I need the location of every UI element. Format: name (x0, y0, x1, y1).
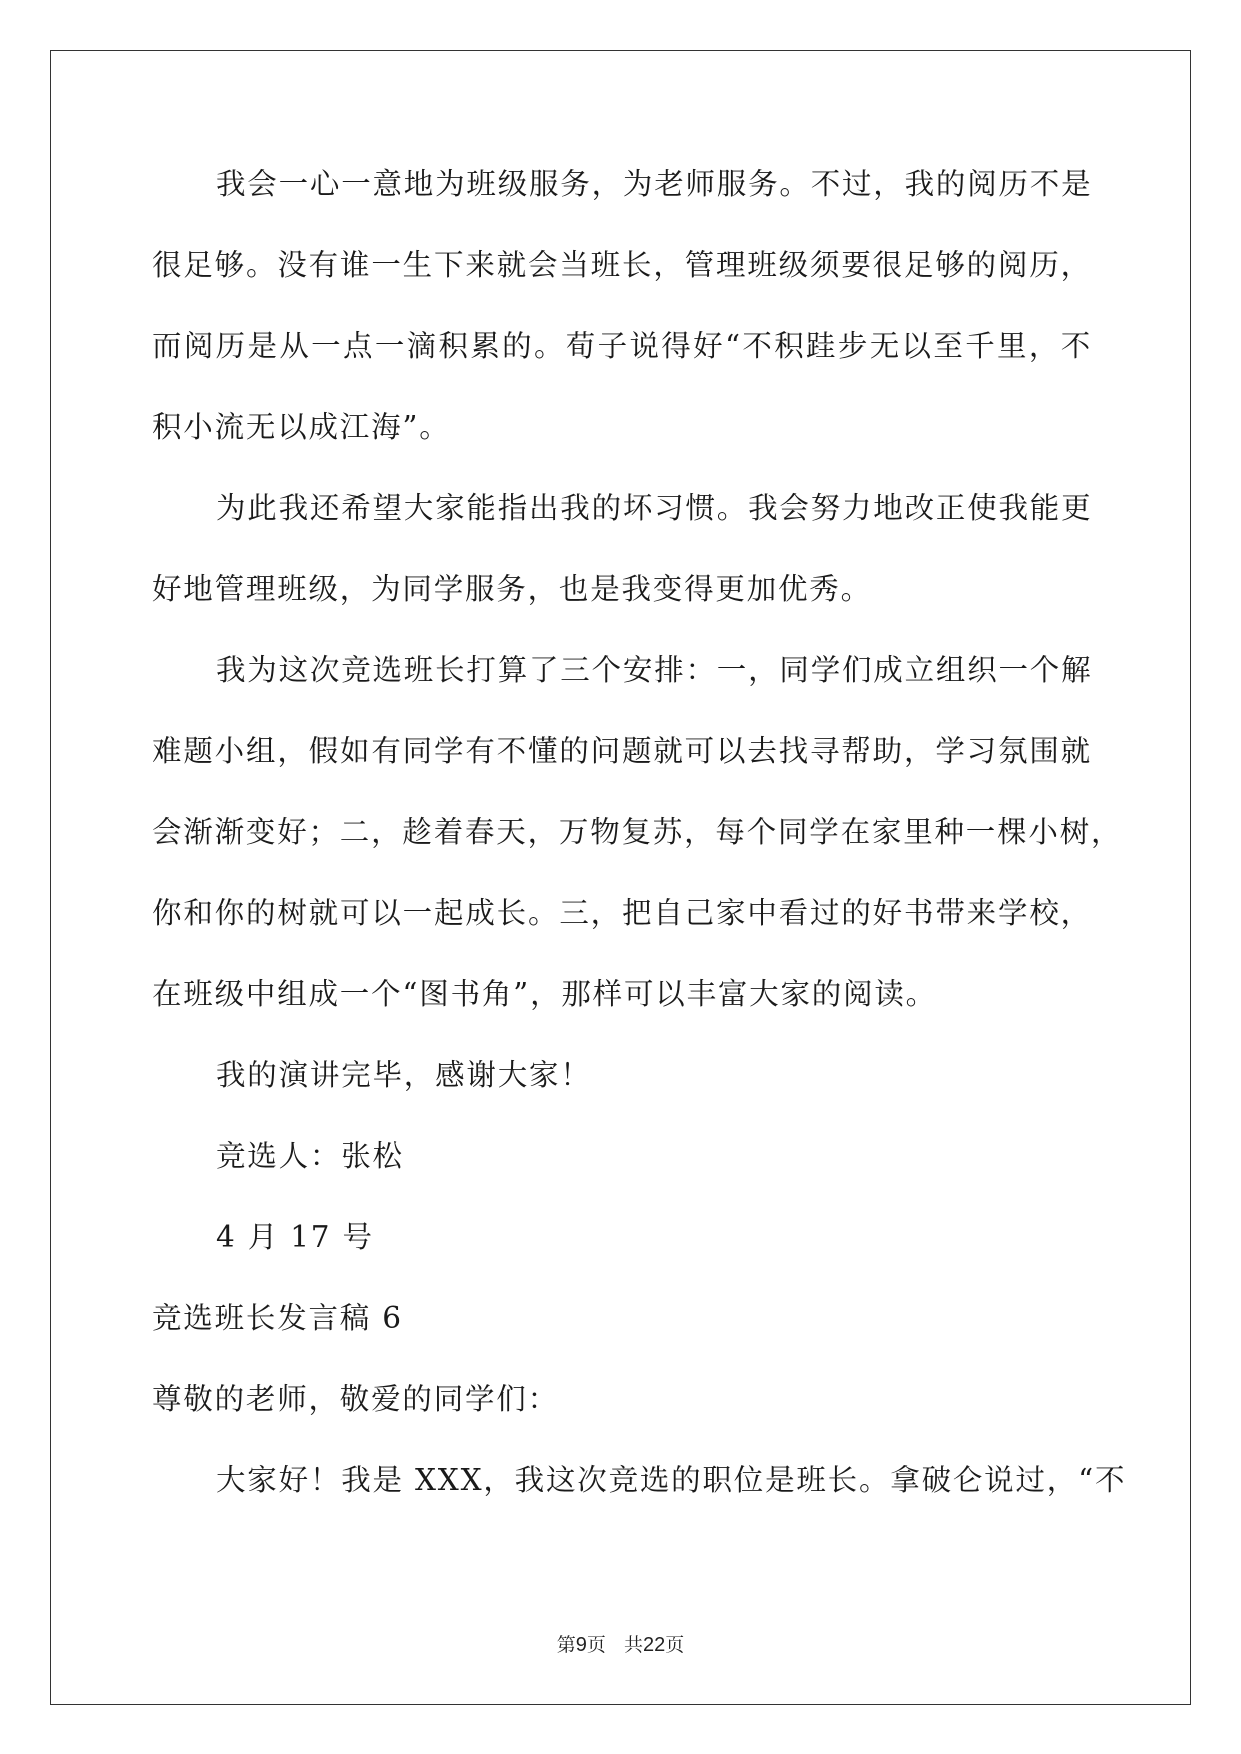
paragraph-line: 而阅历是从一点一滴积累的。荀子说得好“不积跬步无以至千里，不 (152, 329, 1092, 363)
paragraph-line: 好地管理班级，为同学服务，也是我变得更加优秀。 (152, 572, 872, 606)
paragraph-line: 难题小组，假如有同学有不懂的问题就可以去找寻帮助，学习氛围就 (152, 734, 1092, 768)
paragraph-line: 我为这次竞选班长打算了三个安排：一，同学们成立组织一个解 (216, 653, 1093, 687)
total-prefix: 共 (624, 1634, 644, 1656)
paragraph-line: 会渐渐变好；二，趁着春天，万物复苏，每个同学在家里种一棵小树， (152, 815, 1123, 849)
paragraph-line: 为此我还希望大家能指出我的坏习惯。我会努力地改正使我能更 (216, 491, 1093, 525)
paragraph-line: 大家好！我是 XXX，我这次竞选的职位是班长。拿破仑说过，“不 (216, 1463, 1127, 1497)
page-number: 9 (575, 1634, 587, 1656)
section-heading: 竞选班长发言稿 6 (152, 1301, 403, 1335)
closing-line: 我的演讲完毕，感谢大家！ (216, 1058, 592, 1092)
document-body (152, 160, 1127, 1537)
salutation: 尊敬的老师，敬爱的同学们： (152, 1382, 559, 1416)
paragraph-line: 很足够。没有谁一生下来就会当班长，管理班级须要很足够的阅历， (152, 248, 1092, 282)
candidate-signature: 竞选人：张松 (216, 1139, 404, 1173)
page-footer (0, 1630, 1241, 1657)
total-pages: 22 (643, 1634, 666, 1656)
page-prefix: 第 (556, 1634, 576, 1656)
total-suffix: 页 (665, 1634, 685, 1656)
paragraph-line: 积小流无以成江海”。 (152, 410, 451, 444)
paragraph-line: 在班级中组成一个“图书角”，那样可以丰富大家的阅读。 (152, 977, 937, 1011)
date-line: 4 月 17 号 (216, 1220, 374, 1254)
paragraph-line: 你和你的树就可以一起成长。三，把自己家中看过的好书带来学校， (152, 896, 1092, 930)
paragraph-line: 我会一心一意地为班级服务，为老师服务。不过，我的阅历不是 (216, 167, 1093, 201)
page-suffix: 页 (586, 1634, 606, 1656)
